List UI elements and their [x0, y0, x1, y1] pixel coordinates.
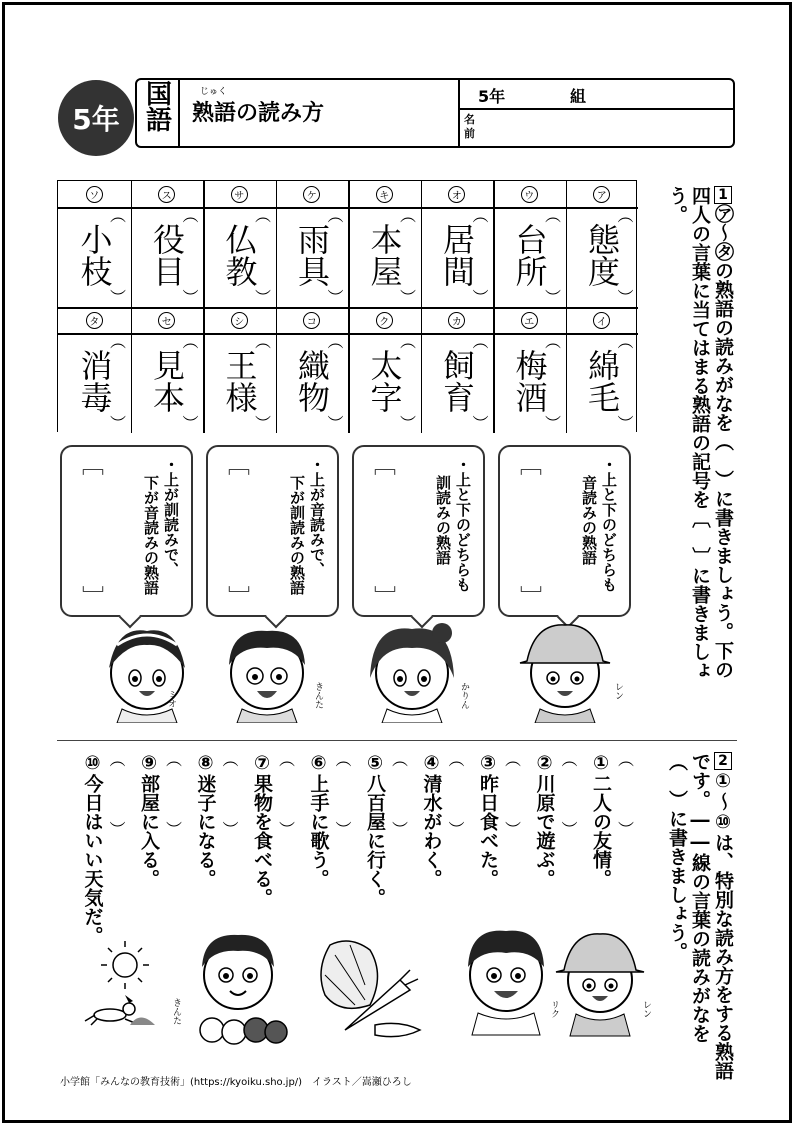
- sentence: ⑩今日はいい天気だ。: [81, 752, 104, 945]
- kanji-word: 役目: [148, 223, 186, 287]
- answer-paren-close[interactable]: ︶: [279, 820, 296, 839]
- cell-label: タ: [86, 312, 103, 329]
- section-divider: [57, 740, 737, 741]
- cell-label: ウ: [521, 186, 538, 203]
- answer-paren-open[interactable]: ︵: [448, 750, 465, 769]
- kanji-word: 織物: [293, 349, 331, 413]
- character-name: きんた: [171, 998, 181, 1025]
- speech-bubble: [60, 445, 193, 617]
- cell-label: ク: [376, 312, 393, 329]
- kanji-word: 雨具: [293, 223, 331, 287]
- bubble-text: 訓読みの熟語: [434, 475, 452, 565]
- section1-instruction: [665, 186, 734, 686]
- kanji-word: 小枝: [75, 223, 114, 287]
- answer-paren-open[interactable]: ︵: [545, 206, 562, 225]
- speech-bubble: [498, 445, 631, 617]
- answer-paren-close[interactable]: ︶: [472, 288, 489, 307]
- section2-illustrations: [60, 930, 660, 1050]
- kanji-word: 態度: [583, 223, 621, 287]
- kanji-word: 綿毛: [583, 349, 621, 413]
- answer-paren-close[interactable]: ︶: [617, 414, 634, 433]
- word-grid: [57, 180, 637, 432]
- answer-paren-open[interactable]: ︵: [392, 750, 409, 769]
- character-name: リク: [549, 1000, 559, 1018]
- answer-bracket-close[interactable]: ﹈: [520, 586, 543, 611]
- page-title: 熟語の読み方: [192, 101, 325, 126]
- cell-label: イ: [593, 312, 610, 329]
- answer-paren-close[interactable]: ︶: [392, 820, 409, 839]
- answer-bracket-close[interactable]: ﹈: [374, 586, 397, 611]
- answer-paren-open[interactable]: ︵: [335, 750, 352, 769]
- cell-label: シ: [231, 312, 248, 329]
- fruit-icon: [200, 1018, 287, 1044]
- sentence: ⑨部屋に入る。: [138, 752, 160, 888]
- kanji-word: 居間: [438, 223, 476, 287]
- instruction-text: ①〜⑩は、特別な読み方をする熟語です。――線の言葉の読みがなを（ ）に書きましょう。: [666, 752, 734, 1080]
- speech-bubble: [352, 445, 485, 617]
- cell-label: カ: [448, 312, 465, 329]
- instruction-text: ㋐〜㋟の熟語の読みがなを（ ）に書きましょう。下の四人の言葉に当てはまる熟語の記号を〔 〕に書きましょう。: [666, 186, 734, 680]
- cell-label: キ: [376, 186, 393, 203]
- answer-paren-close[interactable]: ︶: [327, 414, 344, 433]
- answer-paren-open[interactable]: ︵: [327, 206, 344, 225]
- class-field-label: 組: [570, 87, 587, 106]
- cell-label: ソ: [86, 186, 103, 203]
- kanji-word: 王様: [220, 349, 259, 413]
- title-ruby: じゅく: [200, 87, 228, 97]
- cell-label: オ: [448, 186, 465, 203]
- answer-paren-close[interactable]: ︶: [545, 288, 562, 307]
- answer-paren-close[interactable]: ︶: [448, 820, 465, 839]
- kanji-word: 仏教: [220, 223, 259, 287]
- bush-icon: [130, 1018, 155, 1026]
- cell-label: ア: [593, 186, 610, 203]
- bubble-text: ・上と下のどちらも: [454, 457, 472, 592]
- sentence: ②川原で遊ぶ。: [533, 752, 556, 888]
- question-number: 2: [715, 753, 731, 769]
- answer-paren-close[interactable]: ︶: [166, 820, 183, 839]
- answer-paren-close[interactable]: ︶: [182, 288, 199, 307]
- face-riku: [468, 931, 544, 1035]
- character-name: レン: [613, 682, 623, 700]
- kanji-word: 飼育: [438, 349, 476, 413]
- face-ren-2: [556, 934, 644, 1036]
- answer-paren-close[interactable]: ︶: [255, 288, 272, 307]
- answer-bracket-open[interactable]: ﹇: [82, 454, 105, 479]
- character-name: レン: [641, 1000, 651, 1018]
- section2-instruction: [665, 752, 734, 1082]
- answer-paren-close[interactable]: ︶: [110, 414, 127, 433]
- answer-paren-close[interactable]: ︶: [109, 820, 126, 839]
- header-divider: [178, 78, 180, 148]
- kanji-word: 台所: [510, 223, 549, 287]
- answer-paren-open[interactable]: ︵: [255, 332, 272, 351]
- answer-bracket-open[interactable]: ﹇: [520, 454, 543, 479]
- speech-bubble: [206, 445, 339, 617]
- answer-paren-open[interactable]: ︵: [327, 332, 344, 351]
- name-field-label: 名前: [464, 113, 475, 140]
- answer-paren-open[interactable]: ︵: [472, 332, 489, 351]
- answer-paren-close[interactable]: ︶: [400, 414, 417, 433]
- bubble-text: 音読みの熟語: [580, 475, 598, 565]
- header-rule: [460, 108, 735, 110]
- answer-bracket-open[interactable]: ﹇: [374, 454, 397, 479]
- answer-paren-open[interactable]: ︵: [166, 750, 183, 769]
- face-kinta-2: [202, 935, 274, 1009]
- answer-paren-open[interactable]: ︵: [109, 750, 126, 769]
- question-number: 1: [715, 187, 731, 203]
- bubble-text: 下が訓読みの熟語: [288, 475, 306, 595]
- kanji-word: 太字: [365, 349, 404, 413]
- sentence: ⑦果物を食べる。: [251, 752, 273, 907]
- sentence: ⑧迷子になる。: [194, 752, 217, 888]
- sentence: ④清水がわく。: [420, 752, 443, 888]
- cell-label: エ: [521, 312, 538, 329]
- bubble-text: ・上が訓読みで、: [162, 457, 180, 577]
- cell-label: コ: [303, 312, 320, 329]
- sentence: ⑤八百屋に行く。: [364, 752, 386, 907]
- dog-icon: [85, 995, 135, 1025]
- answer-paren-close[interactable]: ︶: [255, 414, 272, 433]
- answer-paren-open[interactable]: ︵: [222, 750, 239, 769]
- answer-paren-close[interactable]: ︶: [110, 288, 127, 307]
- answer-paren-close[interactable]: ︶: [472, 414, 489, 433]
- face-mio: [109, 630, 185, 723]
- answer-bracket-open[interactable]: ﹇: [228, 454, 251, 479]
- answer-paren-open[interactable]: ︵: [182, 332, 199, 351]
- cell-label: サ: [231, 186, 248, 203]
- answer-paren-open[interactable]: ︵: [182, 206, 199, 225]
- answer-bracket-close[interactable]: ﹈: [82, 586, 105, 611]
- header-divider: [458, 78, 460, 148]
- character-name: きんた: [313, 682, 323, 709]
- sentence: ③昨日食べた。: [477, 752, 499, 888]
- answer-paren-close[interactable]: ︶: [327, 288, 344, 307]
- cell-label: セ: [158, 312, 175, 329]
- answer-paren-open[interactable]: ︵: [110, 332, 127, 351]
- sun-icon: [101, 941, 149, 989]
- answer-paren-close[interactable]: ︶: [222, 820, 239, 839]
- answer-paren-close[interactable]: ︶: [561, 820, 578, 839]
- answer-paren-open[interactable]: ︵: [617, 332, 634, 351]
- answer-paren-close[interactable]: ︶: [617, 288, 634, 307]
- character-name: ミオ: [166, 690, 176, 708]
- answer-paren-close[interactable]: ︶: [505, 820, 522, 839]
- character-name: かりん: [459, 682, 469, 709]
- answer-paren-open[interactable]: ︵: [255, 206, 272, 225]
- grade-field-label: 5年: [478, 87, 506, 106]
- answer-paren-open[interactable]: ︵: [472, 206, 489, 225]
- grade-badge: 5年: [58, 80, 134, 156]
- face-kinta: [229, 631, 305, 723]
- kanji-word: 梅酒: [510, 349, 549, 413]
- answer-paren-open[interactable]: ︵: [400, 332, 417, 351]
- answer-paren-close[interactable]: ︶: [335, 820, 352, 839]
- answer-paren-open[interactable]: ︵: [279, 750, 296, 769]
- answer-paren-open[interactable]: ︵: [545, 332, 562, 351]
- cell-label: ケ: [303, 186, 320, 203]
- sentence: ①二人の友情。: [590, 752, 612, 888]
- answer-paren-open[interactable]: ︵: [618, 750, 635, 769]
- answer-paren-close[interactable]: ︶: [400, 288, 417, 307]
- bubble-text: ・上が音読みで、: [308, 457, 326, 577]
- cell-label: ス: [158, 186, 175, 203]
- face-ren: [520, 625, 610, 723]
- kanji-word: 見本: [148, 349, 186, 413]
- vegetable-icon: [321, 941, 420, 1037]
- answer-paren-open[interactable]: ︵: [400, 206, 417, 225]
- bubble-text: 下が音読みの熟語: [142, 475, 160, 595]
- kanji-word: 本屋: [365, 223, 404, 287]
- answer-paren-open[interactable]: ︵: [505, 750, 522, 769]
- answer-paren-close[interactable]: ︶: [545, 414, 562, 433]
- kanji-word: 消毒: [75, 349, 114, 413]
- footer-credit: 小学館「みんなの教育技術」(https://kyoiku.sho.jp/) イラスト／嵩瀬ひろし: [60, 1077, 412, 1088]
- answer-bracket-close[interactable]: ﹈: [228, 586, 251, 611]
- answer-paren-close[interactable]: ︶: [618, 820, 635, 839]
- face-karin: [370, 623, 454, 723]
- answer-paren-open[interactable]: ︵: [617, 206, 634, 225]
- bubble-text: ・上と下のどちらも: [600, 457, 618, 592]
- sentence: ⑥上手に歌う。: [307, 752, 330, 888]
- answer-paren-open[interactable]: ︵: [110, 206, 127, 225]
- subject-label: 国語: [145, 80, 172, 136]
- character-illustrations: [57, 618, 657, 723]
- answer-paren-open[interactable]: ︵: [561, 750, 578, 769]
- answer-paren-close[interactable]: ︶: [182, 414, 199, 433]
